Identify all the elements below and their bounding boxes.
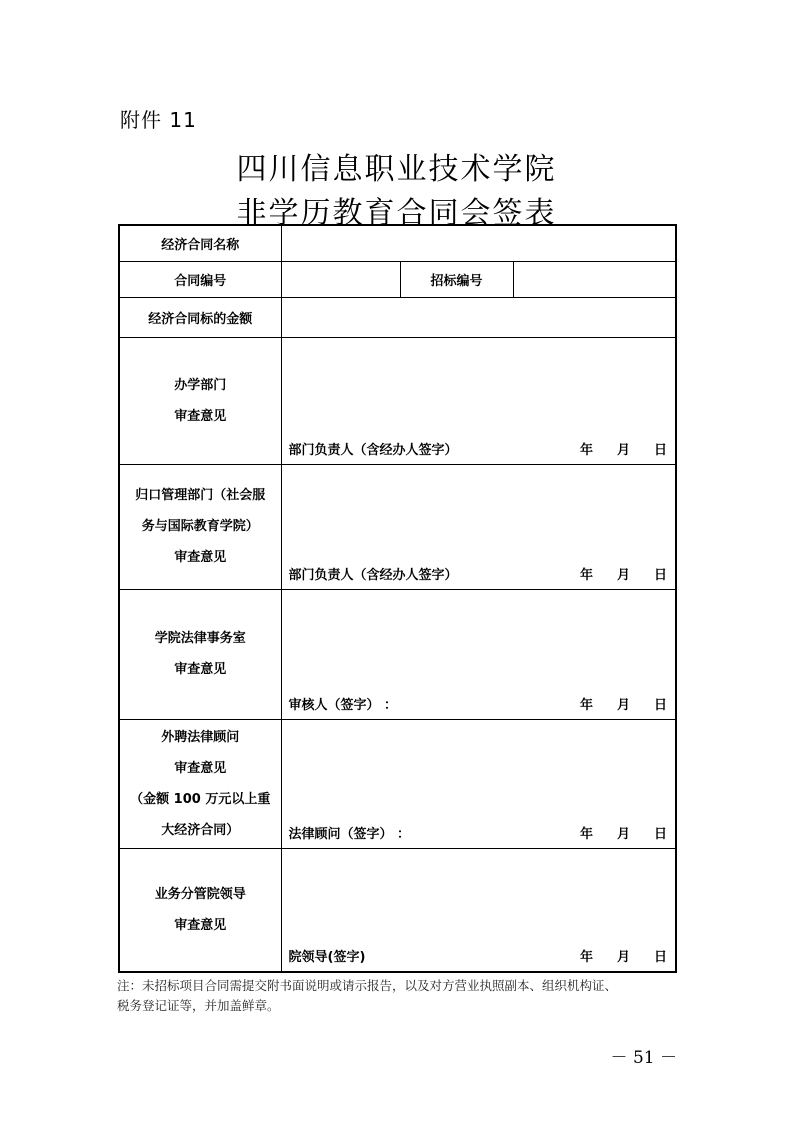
section-label-line: 审查意见 <box>174 408 227 424</box>
section-label-line: 归口管理部门（社会服 <box>135 488 266 503</box>
contract-number-field[interactable] <box>281 261 400 297</box>
section-row <box>119 464 676 589</box>
month-label: 月 <box>616 567 630 583</box>
signature-label: 审核人（签字） ： <box>288 697 398 713</box>
day-label: 日 <box>653 950 667 965</box>
section-label-line: 学院法律事务室 <box>154 631 246 646</box>
attachment-label: 附件 11 <box>120 108 197 132</box>
review-field[interactable] <box>281 589 676 719</box>
section-row <box>119 337 676 464</box>
month-label: 月 <box>616 826 630 842</box>
contract-name-field[interactable] <box>281 225 676 261</box>
review-field[interactable] <box>281 848 676 972</box>
section-label <box>119 337 281 464</box>
page-title: 四川信息职业技术学院 <box>236 152 557 187</box>
day-label: 日 <box>653 442 667 458</box>
tender-number-field[interactable] <box>513 261 676 297</box>
year-label: 年 <box>579 567 593 583</box>
month-label: 月 <box>616 442 630 458</box>
section-label <box>119 589 281 719</box>
section-label-line: 外聘法律顾问 <box>161 729 240 745</box>
review-field[interactable] <box>281 719 676 848</box>
section-label-line: （金额 100 万元以上重 <box>130 791 271 807</box>
section-row <box>119 589 676 719</box>
signature-label: 部门负责人（含经办人签字） <box>288 567 458 583</box>
section-label <box>119 848 281 972</box>
footnote-line: 注：未招标项目合同需提交附书面说明或请示报告，以及对方营业执照副本、组织机构证、 <box>117 978 618 993</box>
page-subtitle: 非学历教育合同会签表 <box>236 196 557 231</box>
date-fields <box>556 946 667 965</box>
section-label-line: 审查意见 <box>174 550 227 565</box>
section-row <box>119 719 676 848</box>
year-label: 年 <box>579 826 593 842</box>
countersign-table <box>118 224 677 973</box>
year-label: 年 <box>579 950 593 965</box>
date-fields <box>556 823 667 842</box>
amount-field[interactable] <box>281 297 676 337</box>
month-label: 月 <box>616 697 630 713</box>
footnote <box>117 976 687 1016</box>
tender-number-label: 招标编号 <box>400 261 513 297</box>
signature-label: 院领导(签字) <box>288 950 366 965</box>
date-fields <box>556 439 667 458</box>
page-number: － 51 － <box>610 1048 677 1068</box>
amount-row <box>119 297 676 337</box>
year-label: 年 <box>579 697 593 713</box>
section-label <box>119 719 281 848</box>
section-label-line: 办学部门 <box>174 377 227 393</box>
year-label: 年 <box>579 442 593 458</box>
contract-number-row <box>119 261 676 297</box>
day-label: 日 <box>653 567 667 583</box>
section-label-line: 审查意见 <box>174 662 227 677</box>
day-label: 日 <box>653 697 667 713</box>
contract-name-row <box>119 225 676 261</box>
date-fields <box>556 694 667 713</box>
section-label-line: 审查意见 <box>174 917 227 933</box>
contract-name-label: 经济合同名称 <box>119 225 281 261</box>
month-label: 月 <box>616 950 630 965</box>
section-label-line: 业务分管院领导 <box>154 886 246 902</box>
section-label-line: 审查意见 <box>174 760 227 776</box>
review-field[interactable] <box>281 464 676 589</box>
day-label: 日 <box>653 826 667 842</box>
review-field[interactable] <box>281 337 676 464</box>
signature-label: 部门负责人（含经办人签字） <box>288 442 458 458</box>
section-label-line: 大经济合同） <box>161 822 240 838</box>
amount-label: 经济合同标的金额 <box>119 297 281 337</box>
section-label-line: 务与国际教育学院） <box>141 519 259 534</box>
signature-label: 法律顾问（签字） ： <box>288 826 411 842</box>
date-fields <box>556 564 667 583</box>
footnote-line: 税务登记证等，并加盖鲜章。 <box>117 998 280 1013</box>
section-row <box>119 848 676 972</box>
section-label <box>119 464 281 589</box>
contract-number-label: 合同编号 <box>119 261 281 297</box>
